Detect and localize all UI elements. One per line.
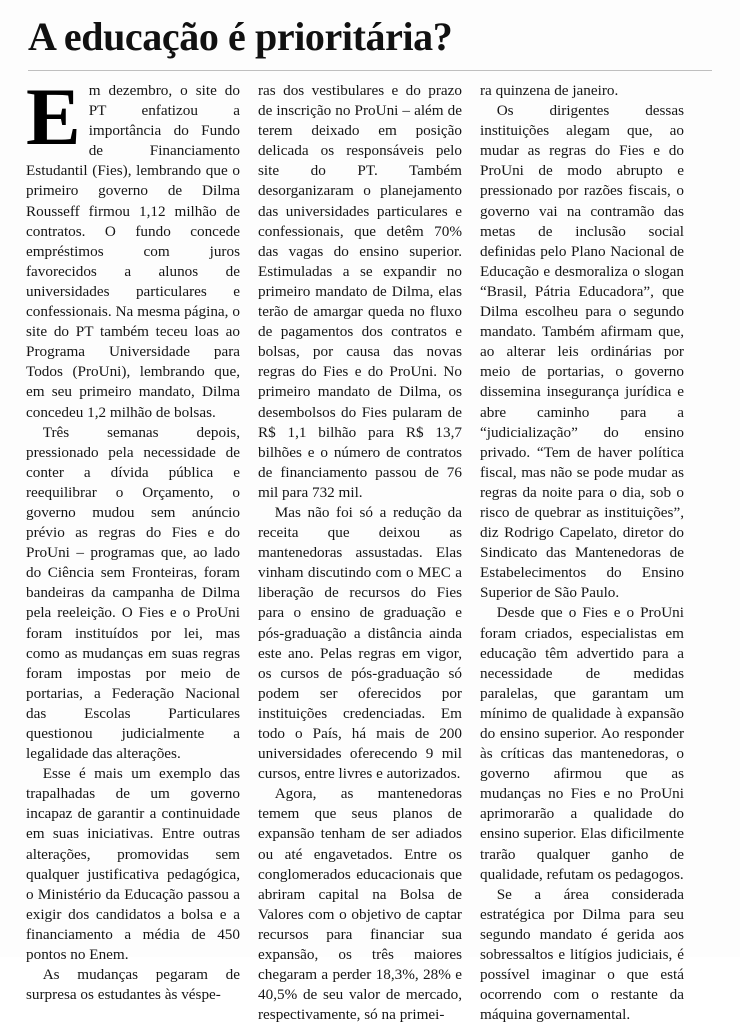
paragraph: Desde que o Fies e o ProUni foram criados, especialistas em educação têm advertido para a necessidade de medidas paralelas, que garantam um mínimo de qualidade à expansão do ensino superior. Ao responder às críticas das mantenedoras, o governo afirmou que as mudanças no Fies e no ProUni aprimorarão a qualidade do ensino superior. Elas dificilmente trarão qualquer ganho de qualidade, refutam os pedagogos.	[480, 604, 684, 883]
paragraph: Os dirigentes dessas instituições alegam que, ao mudar as regras do Fies e do ProUni de modo abrupto e pressionado por razões fiscais, o governo vai na contramão das metas de inclusão social definidas pelo Plano Nacional de Educação e desmoraliza o slogan “Brasil, Pátria Educadora”, que Dilma escolheu para o segundo mandato. Também afirmam que, ao alterar leis ordinárias por meio de portarias, o governo dissemina insegurança jurídica e abre caminho para a “judicialização” do ensino privado. “Tem de haver política fiscal, mas não se pode mudar as regras da noite para o dia, sob o risco de quebrar as instituições”, diz Rodrigo Capelato, diretor do Sindicato das Mantenedoras de Estabelecimentos do Ensino Superior de São Paulo.	[480, 102, 684, 602]
article-column-3	[470, 81, 692, 1024]
paragraph-text: m dezembro, o site do PT enfatizou a importância do Fundo de Financiamento Estudantil (Fies), lembrando que o primeiro governo de Dilma Rousseff firmou 1,12 milhão de contratos. O fundo concede empréstimos com juros favorecidos a alunos de universidades particulares e confessionais. Na mesma página, o site do PT também teceu loas ao Programa Universidade para Todos (ProUni), lembrando que, em seu primeiro mandato, Dilma concedeu 1,2 milhão de bolsas.	[26, 82, 240, 421]
drop-cap: E	[26, 71, 81, 162]
paragraph	[26, 71, 240, 423]
paragraph: ra quinzena de janeiro.	[480, 82, 619, 99]
page-title: A educação é prioritária?	[28, 14, 453, 59]
paragraph: Três semanas depois, pressionado pela necessidade de conter a dívida pública e reequilibrar o Orçamento, o governo mudou sem anúncio prévio as regras do Fies e do ProUni – programas que, ao lado do Ciência sem Fronteiras, foram bandeiras da campanha de Dilma pela reeleição. O Fies e o ProUni foram instituídos por lei, mas como as mudanças em suas regras foram impostas por meio de portarias, a Federação Nacional das Escolas Particulares questionou judicialmente a legalidade das alterações.	[26, 423, 240, 763]
paragraph: Esse é mais um exemplo das trapalhadas de um governo incapaz de garantir a continuidade em suas iniciativas. Entre outras alterações, promovidas sem qualquer justificativa pedagógica, o Ministério da Educação passou a exigir dos candidatos a bolsa e a financiamento a média de 450 pontos no Enem.	[26, 765, 240, 964]
paragraph: Mas não foi só a redução da receita que deixou as mantenedoras assustadas. Elas vinham discutindo com o MEC a liberação de recursos do Fies para o ensino de graduação e pós-graduação a distância ainda este ano. Pelas regras em vigor, os cursos de pós-graduação só podem ser oferecidos por instituições credenciadas. Em todo o País, há mais de 200 universidades oferecendo 9 mil cursos, entre livres e autorizados.	[258, 503, 462, 783]
paragraph: Se a área considerada estratégica por Dilma para seu segundo mandato é gerida aos sobressaltos e litígios judiciais, é possível imaginar o que está ocorrendo com o restante da máquina governamental.	[480, 885, 684, 1024]
paragraph: ras dos vestibulares e do prazo de inscrição no ProUni – além de terem deixado em posição delicada os responsáveis pelo site do PT. Também desorganizaram o planejamento das universidades particulares e confessionais, que detêm 70% das vagas do ensino superior. Estimuladas a se expandir no primeiro mandato de Dilma, elas terão de amargar queda no fluxo de pagamentos dos contratos e bolsas, por causa das novas regras do Fies e do ProUni. No primeiro mandato de Dilma, os desembolsos do Fies pularam de R$ 1,1 bilhão para R$ 13,7 bilhões e o número de contratos de financiamento passou de 76 mil para 732 mil.	[258, 82, 462, 501]
article-column-2	[248, 81, 470, 1024]
paragraph: As mudanças pegaram de surpresa os estudantes às véspe-	[26, 966, 240, 1004]
article-column-1	[26, 71, 248, 1004]
paragraph: Agora, as mantenedoras temem que seus planos de expansão tenham de ser adiados ou até engavetados. Entre os conglomerados educacionais que abriram capital na Bolsa de Valores com o objetivo de captar recursos para financiar sua expansão, os três maiores chegaram a perder 18,3%, 28% e 40,5% de seu valor de mercado, respectivamente, só na primei-	[258, 785, 462, 1024]
article-columns	[0, 71, 740, 1024]
